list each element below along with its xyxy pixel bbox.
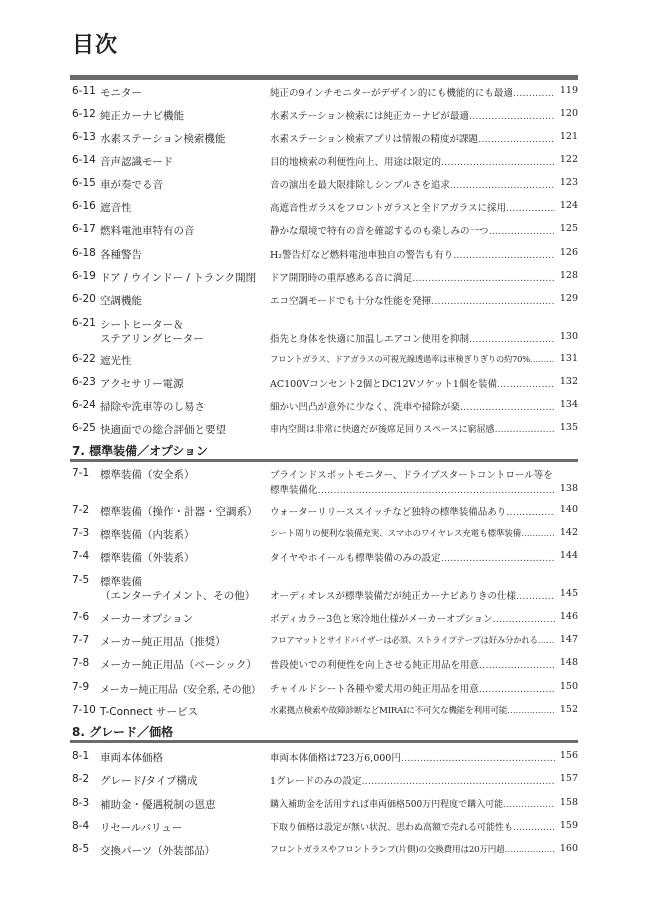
entry-title: 標準装備（内装系） (100, 529, 195, 541)
entry-number: 6-23 (72, 376, 96, 388)
entry-number: 8-2 (72, 773, 90, 785)
entry-page: 119 (559, 85, 578, 96)
entry-title: 空調機能 (100, 295, 142, 307)
entry-number: 6-13 (72, 131, 96, 143)
entry-summary: 普段使いでの利便性を向上させる純正用品を用意 ………………………………………………………………………………………………………………………… (270, 657, 555, 671)
toc-entry[interactable] (70, 502, 578, 524)
entry-title: 遮音性 (100, 202, 132, 214)
entry-page: 132 (559, 376, 578, 387)
entry-page: 134 (559, 399, 578, 410)
entry-title: 標準装備 (100, 576, 142, 588)
entry-summary: 標準装備化 ………………………………………………………………………………………………………………………… (270, 482, 555, 496)
entry-summary: 細かい凹凸が意外に少なく、洗車や掃除が楽 ………………………………………………………………………………………………………………………… (270, 399, 555, 413)
toc-entry[interactable] (70, 152, 578, 174)
toc-entry[interactable] (70, 632, 578, 654)
entry-summary: フロントガラス、ドアガラスの可視光線透過率は車検ぎりぎりの約70% ………………………………………………………………………………………………………………………… (270, 353, 555, 365)
entry-page: 144 (559, 550, 578, 561)
toc-entry[interactable] (70, 315, 578, 351)
entry-title: リセールバリュー (100, 822, 183, 834)
entry-summary: 音の演出を最大限排除しシンプルさを追求 ………………………………………………………………………………………………………………………… (270, 177, 555, 191)
entry-number: 6-17 (72, 223, 96, 235)
entry-title: メーカー純正用品（ベーシック） (100, 659, 257, 671)
toc-entry[interactable] (70, 374, 578, 396)
entry-page: 128 (559, 270, 578, 281)
entry-page: 123 (559, 177, 578, 188)
entry-number: 6-11 (72, 85, 96, 97)
toc-entry[interactable] (70, 771, 578, 793)
entry-title-line2: （エンターテイメント、その他） (100, 590, 256, 602)
entry-title: 純正カーナビ機能 (100, 110, 184, 122)
entry-page: 146 (559, 611, 578, 622)
entry-number: 7-9 (72, 681, 90, 693)
entry-title: メーカーオプション (100, 613, 194, 625)
entry-summary: ボディカラー3色と寒冷地仕様がメーカーオプション ………………………………………………………………………………………………………………………… (270, 611, 555, 625)
entry-number: 6-22 (72, 353, 96, 365)
entry-page: 160 (559, 843, 578, 854)
entry-page: 152 (559, 704, 578, 715)
entry-summary: 下取り価格は設定が無い状況、思わぬ高額で売れる可能性も ………………………………………………………………………………………………………………………… (270, 820, 555, 833)
toc-entry[interactable] (70, 465, 578, 499)
entry-page: 150 (559, 681, 578, 692)
entry-summary: 車内空間は非常に快適だが後席足回りスペースに窮屈感 ………………………………………………………………………………………………………………………… (270, 422, 555, 435)
entry-number: 7-2 (72, 504, 90, 516)
toc-entry[interactable] (70, 106, 578, 128)
entry-page: 156 (559, 750, 578, 761)
entry-title: モニター (100, 87, 142, 99)
entry-page: 148 (559, 657, 578, 668)
entry-summary: 水素ステーション検索には純正カーナビが最適 ………………………………………………………………………………………………………………………… (270, 108, 555, 122)
section-title: 8. グレード／価格 (72, 725, 174, 739)
entry-title: 遮光性 (100, 355, 132, 367)
entry-number: 7-10 (72, 704, 96, 716)
entry-summary: 指先と身体を快適に加温しエアコン使用を抑制 ………………………………………………………………………………………………………………………… (270, 331, 555, 345)
entry-summary: 水素拠点検索や故障診断などMIRAIに不可欠な機能を利用可能 ………………………………………………………………………………………………………………………… (270, 704, 555, 716)
toc-entry[interactable] (70, 748, 578, 770)
entry-summary: 1グレードのみの設定 ………………………………………………………………………………………………………………………… (270, 773, 555, 787)
entry-number: 6-19 (72, 270, 96, 282)
entry-summary: フロントガラスやフロントランプ(片側)の交換費用は20万円超 ………………………………………………………………………………………………………………………… (270, 843, 555, 855)
entry-summary: 水素ステーション検索アプリは情報の精度が課題 ………………………………………………………………………………………………………………………… (270, 131, 555, 145)
entry-title: 交換パーツ（外装部品） (100, 845, 216, 857)
entry-title: T-Connect サービス (100, 706, 198, 718)
entry-number: 6-12 (72, 108, 96, 120)
entry-number: 6-16 (72, 200, 96, 212)
entry-summary: H₂警告灯など燃料電池車独自の警告も有り ………………………………………………………………………………………………………………………… (270, 247, 555, 261)
entry-title: 車両本体価格 (100, 752, 163, 764)
entry-page: 158 (559, 797, 578, 808)
toc-entry[interactable] (70, 397, 578, 419)
entry-title: メーカー純正用品（安全系, その他） (100, 685, 261, 696)
entry-title: 標準装備（外装系） (100, 552, 195, 564)
entry-number: 7-4 (72, 550, 90, 562)
entry-title: 音声認識モード (100, 156, 174, 168)
toc-entry[interactable] (70, 83, 578, 105)
entry-number: 7-7 (72, 634, 90, 646)
entry-title: グレード/タイプ構成 (100, 775, 198, 787)
entry-number: 7-1 (72, 467, 90, 479)
entry-title-line2: ステアリングヒーター (100, 333, 204, 345)
entry-summary: 車両本体価格は723万6,000円 ………………………………………………………………………………………………………………………… (270, 750, 555, 764)
entry-page: 121 (559, 131, 578, 142)
entry-title: 掃除や洗車等のし易さ (100, 401, 205, 413)
entry-number: 8-5 (72, 843, 90, 855)
entry-number: 8-3 (72, 797, 90, 809)
toc-entry[interactable] (70, 525, 578, 547)
entry-page: 135 (559, 422, 578, 433)
toc-entry[interactable] (70, 841, 578, 863)
toc-entry[interactable] (70, 420, 578, 442)
entry-summary: AC100Vコンセント2個とDC12Vソケット1個を装備 ………………………………………………………………………………………………………………………… (270, 376, 555, 390)
toc-entry[interactable] (70, 795, 578, 817)
entry-number: 7-3 (72, 527, 90, 539)
entry-title: アクセサリー電源 (100, 378, 184, 390)
entry-number: 6-18 (72, 247, 96, 259)
entry-page: 157 (559, 773, 578, 784)
entry-page: 126 (559, 247, 578, 258)
entry-summary: 純正の9インチモニターがデザイン的にも機能的にも最適 ………………………………………………………………………………………………………………………… (270, 85, 555, 99)
entry-title: 標準装備（操作・計器・空調系） (100, 506, 258, 518)
entry-number: 8-1 (72, 750, 90, 762)
entry-title: 標準装備（安全系） (100, 469, 195, 481)
toc-entry[interactable] (70, 245, 578, 267)
toc-entry[interactable] (70, 679, 578, 701)
entry-summary: ウォーターリリーススイッチなど独特の標準装備品あり ………………………………………………………………………………………………………………………… (270, 504, 555, 518)
entry-page: 124 (559, 200, 578, 211)
entry-summary: チャイルドシート各種や愛犬用の純正用品を用意 ………………………………………………………………………………………………………………………… (270, 681, 555, 695)
entry-title: 車が奏でる音 (100, 179, 163, 191)
entry-summary: 目的地検索の利便性向上、用途は限定的 ………………………………………………………………………………………………………………………… (270, 154, 555, 168)
toc-entry[interactable] (70, 548, 578, 570)
entry-page: 120 (559, 108, 578, 119)
entry-number: 6-20 (72, 293, 96, 305)
entry-number: 6-15 (72, 177, 96, 189)
section-rule (70, 740, 578, 743)
toc-entry[interactable] (70, 221, 578, 243)
entry-title: 燃料電池車特有の音 (100, 225, 195, 237)
entry-number: 7-6 (72, 611, 90, 623)
entry-page: 147 (559, 634, 578, 645)
entry-page: 138 (559, 483, 578, 494)
entry-summary: タイヤやホイールも標準装備のみの設定 ………………………………………………………………………………………………………………………… (270, 550, 555, 564)
entry-summary: フロアマットとサイドバイザーは必須、ストライプテープは好み分かれる ………………………………………………………………………………………………………………………… (270, 634, 555, 646)
entry-page: 145 (559, 588, 578, 599)
entry-title: ドア / ウインドー / トランク開閉 (100, 272, 257, 284)
toc-entry[interactable] (70, 198, 578, 220)
entry-number: 6-25 (72, 422, 96, 434)
toc-entry[interactable] (70, 291, 578, 313)
section-heading (70, 723, 578, 745)
entry-page: 159 (559, 820, 578, 831)
entry-summary: 購入補助金を活用すれば車両価格500万円程度で購入可能 ………………………………………………………………………………………………………………………… (270, 797, 555, 810)
entry-title: 快適面での総合評価と要望 (100, 424, 226, 436)
entry-number: 7-5 (72, 574, 90, 586)
page-title: 目次 (72, 33, 119, 58)
entry-page: 142 (559, 527, 578, 538)
entry-number: 7-8 (72, 657, 90, 669)
entry-summary: 高遮音性ガラスをフロントガラスと全ドアガラスに採用 ………………………………………………………………………………………………………………………… (270, 200, 555, 214)
toc-entry[interactable] (70, 609, 578, 631)
entry-summary: シート周りの便利な装備充実、スマホのワイヤレス充電も標準装備 ………………………………………………………………………………………………………………………… (270, 527, 555, 539)
entry-number: 8-4 (72, 820, 90, 832)
entry-summary: エコ空調モードでも十分な性能を発揮 ………………………………………………………………………………………………………………………… (270, 293, 555, 307)
entry-title: シートヒーター＆ (100, 319, 184, 331)
toc-entry[interactable] (70, 572, 578, 606)
entry-page: 140 (559, 504, 578, 515)
section-title: 7. 標準装備／オプション (72, 444, 209, 458)
toc-entry[interactable] (70, 818, 578, 840)
entry-page: 131 (559, 353, 578, 364)
entry-number: 6-24 (72, 399, 96, 411)
entry-page: 122 (559, 154, 578, 165)
toc-entry[interactable] (70, 268, 578, 290)
title-rule (70, 75, 578, 80)
toc-entry[interactable] (70, 655, 578, 677)
entry-page: 125 (559, 223, 578, 234)
toc-entry[interactable] (70, 129, 578, 151)
entry-page: 129 (559, 293, 578, 304)
entry-summary: 静かな環境で特有の音を確認するのも楽しみの一つ ………………………………………………………………………………………………………………………… (270, 223, 555, 237)
entry-page: 130 (559, 331, 578, 342)
section-rule (70, 459, 578, 462)
toc-entry[interactable] (70, 175, 578, 197)
section-heading (70, 442, 578, 464)
entry-title: 各種警告 (100, 249, 142, 261)
entry-title: 補助金・優遇税制の恩恵 (100, 799, 216, 811)
toc-entry[interactable] (70, 702, 578, 724)
entry-summary: ドア開閉時の重厚感ある音に満足 ………………………………………………………………………………………………………………………… (270, 270, 555, 284)
entry-summary: オーディオレスが標準装備だが純正カーナビありきの仕様 ………………………………………………………………………………………………………………………… (270, 588, 555, 602)
toc-entry[interactable] (70, 351, 578, 373)
entry-title: メーカー純正用品（推奨） (100, 636, 226, 648)
entry-title: 水素ステーション検索機能 (100, 133, 226, 145)
entry-number: 6-14 (72, 154, 96, 166)
entry-number: 6-21 (72, 317, 96, 329)
entry-summary-line1: ブラインドスポットモニター、ドライブスタートコントロール等を (270, 470, 553, 481)
